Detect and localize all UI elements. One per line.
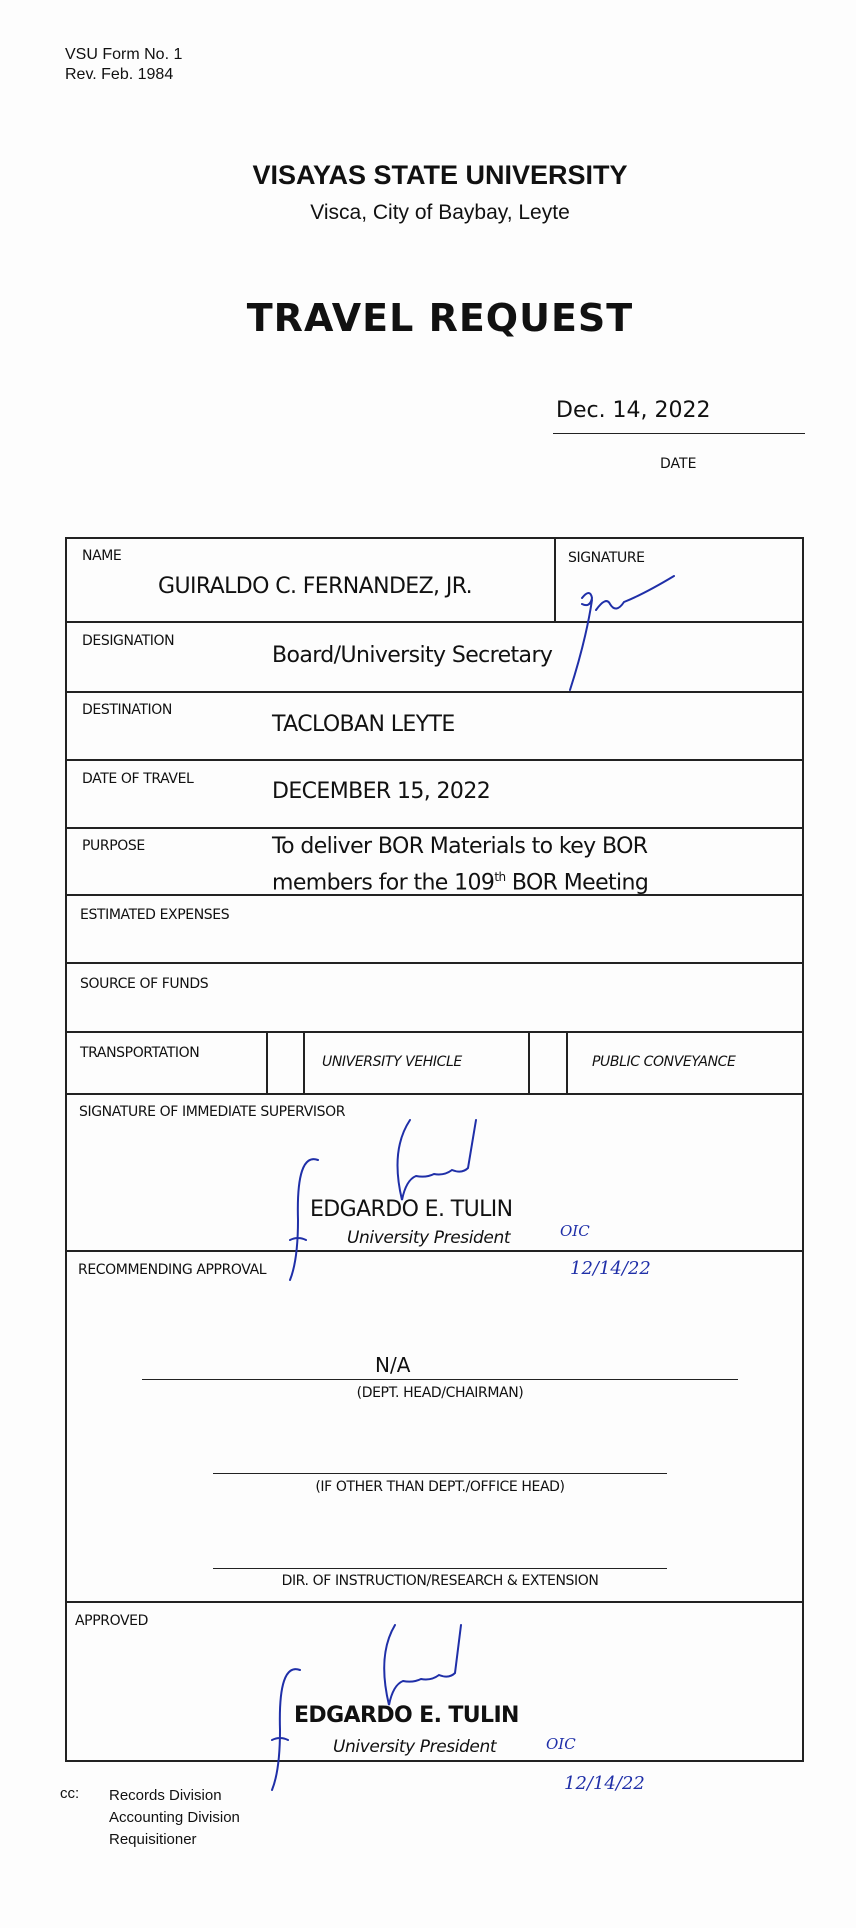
handwritten-date: 12/14/22 (564, 1773, 645, 1794)
transportation-label: TRANSPORTATION (80, 1045, 200, 1061)
cc-list (109, 1785, 240, 1851)
form-id (65, 45, 182, 85)
signature-label: SIGNATURE (568, 550, 645, 566)
divider (65, 1250, 804, 1252)
university-name: VISAYAS STATE UNIVERSITY (252, 160, 628, 190)
date-of-travel-value[interactable]: DECEMBER 15, 2022 (272, 779, 491, 804)
divider (65, 962, 804, 964)
divider (65, 621, 804, 623)
director-caption: DIR. OF INSTRUCTION/RESEARCH & EXTENSION (281, 1573, 599, 1589)
university-vehicle-option: UNIVERSITY VEHICLE (322, 1054, 462, 1070)
recommending-approval-label: RECOMMENDING APPROVAL (78, 1262, 267, 1278)
requisitioner-signature (570, 576, 674, 690)
purpose-label: PURPOSE (82, 838, 145, 854)
destination-value[interactable]: TACLOBAN LEYTE (272, 712, 455, 737)
oic-annotation: OIC (560, 1222, 590, 1240)
name-value[interactable]: GUIRALDO C. FERNANDEZ, JR. (158, 574, 473, 599)
oic-annotation: OIC (546, 1735, 576, 1753)
dept-head-line (142, 1379, 738, 1380)
date-of-travel-label: DATE OF TRAVEL (82, 771, 194, 787)
university-vehicle-checkbox[interactable] (268, 1033, 303, 1093)
purpose-text: members for the 109 (272, 870, 495, 896)
form-revision: Rev. Feb. 1984 (65, 66, 174, 83)
divider (65, 827, 804, 829)
approved-label: APPROVED (75, 1613, 148, 1629)
supervisor-name: EDGARDO E. TULIN (310, 1197, 513, 1222)
cc-item: Accounting Division (109, 1809, 240, 1826)
divider (65, 691, 804, 693)
divider (566, 1031, 568, 1093)
form-title: TRAVEL REQUEST (246, 296, 634, 340)
divider (65, 1601, 804, 1603)
director-line (213, 1568, 667, 1569)
divider (554, 537, 556, 621)
approver-title: University President (333, 1737, 497, 1757)
divider (65, 1093, 804, 1095)
approver-name: EDGARDO E. TULIN (294, 1703, 519, 1728)
cc-label: cc: (60, 1785, 80, 1802)
other-head-caption: (IF OTHER THAN DEPT./OFFICE HEAD) (315, 1479, 565, 1495)
cc-item: Requisitioner (109, 1831, 197, 1848)
divider (65, 759, 804, 761)
public-conveyance-option: PUBLIC CONVEYANCE (592, 1054, 736, 1070)
purpose-text: BOR Meeting (505, 870, 649, 896)
purpose-line-1: To deliver BOR Materials to key BOR (272, 834, 648, 859)
purpose-superscript: th (494, 870, 506, 884)
destination-label: DESTINATION (82, 702, 172, 718)
dept-head-caption: (DEPT. HEAD/CHAIRMAN) (356, 1385, 524, 1401)
supervisor-title: University President (347, 1228, 511, 1248)
source-of-funds-label: SOURCE OF FUNDS (80, 976, 209, 992)
date-line (553, 433, 805, 434)
name-label: NAME (82, 548, 122, 564)
estimated-expenses-label: ESTIMATED EXPENSES (80, 907, 230, 923)
divider (65, 1031, 804, 1033)
purpose-value[interactable] (272, 831, 648, 898)
designation-value[interactable]: Board/University Secretary (272, 643, 553, 668)
handwritten-date: 12/14/22 (570, 1258, 651, 1279)
designation-label: DESIGNATION (82, 633, 175, 649)
public-conveyance-checkbox[interactable] (530, 1033, 566, 1093)
date-value[interactable]: Dec. 14, 2022 (556, 398, 711, 423)
form-number: VSU Form No. 1 (65, 46, 183, 63)
university-address: Visca, City of Baybay, Leyte (310, 201, 570, 224)
divider (65, 1760, 804, 1762)
divider (65, 537, 804, 539)
supervisor-label: SIGNATURE OF IMMEDIATE SUPERVISOR (79, 1104, 346, 1120)
cc-item: Records Division (109, 1787, 222, 1804)
date-label: DATE (660, 456, 697, 472)
purpose-line-2 (272, 862, 648, 898)
divider (303, 1031, 305, 1093)
dept-head-value[interactable]: N/A (375, 1353, 411, 1377)
other-head-line (213, 1473, 667, 1474)
